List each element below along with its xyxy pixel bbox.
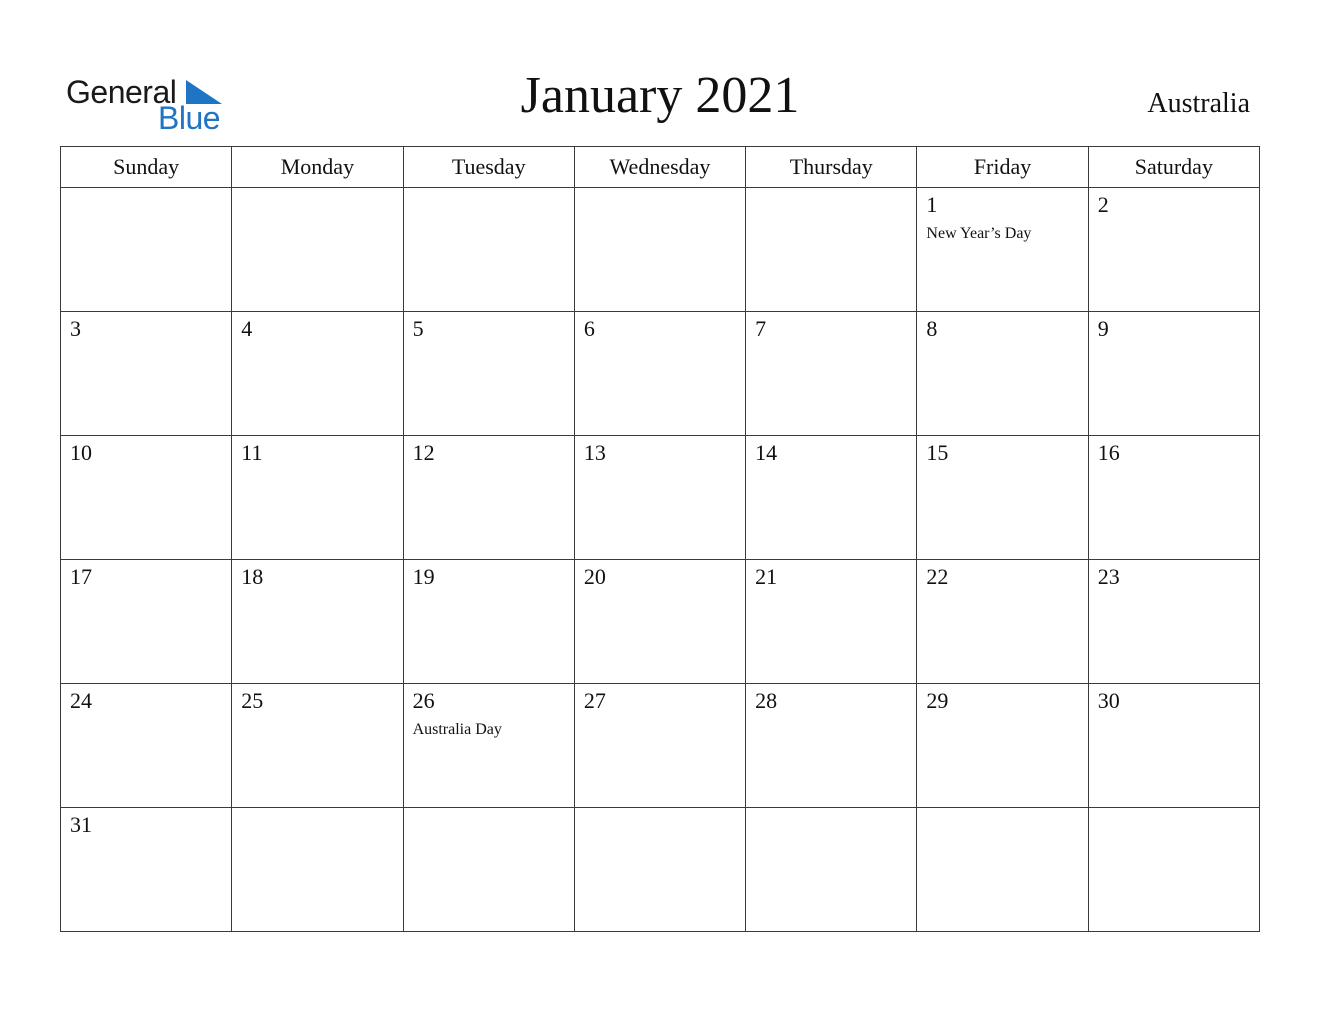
day-cell — [61, 808, 232, 932]
day-number: 20 — [583, 564, 606, 589]
day-cell — [61, 312, 232, 436]
day-number: 30 — [1097, 688, 1120, 713]
day-number — [917, 808, 1087, 812]
weekday-header: Monday — [232, 147, 403, 188]
week-row — [61, 312, 1260, 436]
day-number — [746, 188, 916, 192]
day-number: 22 — [926, 564, 949, 589]
week-row — [61, 684, 1260, 808]
day-cell — [574, 684, 745, 808]
day-number — [575, 808, 745, 812]
day-number: 6 — [583, 316, 595, 341]
day-cell — [61, 436, 232, 560]
logo-text-general: General — [66, 74, 177, 110]
weekday-header: Wednesday — [574, 147, 745, 188]
day-number: 7 — [755, 316, 767, 341]
day-number: 5 — [412, 316, 424, 341]
day-number — [575, 188, 745, 192]
day-cell — [1088, 684, 1259, 808]
day-cell — [574, 312, 745, 436]
weekday-header: Tuesday — [403, 147, 574, 188]
day-cell — [746, 560, 917, 684]
day-cell — [917, 436, 1088, 560]
week-row — [61, 188, 1260, 312]
day-cell — [746, 312, 917, 436]
day-cell — [917, 312, 1088, 436]
day-cell — [403, 436, 574, 560]
weekday-header: Thursday — [746, 147, 917, 188]
day-cell — [1088, 560, 1259, 684]
weekday-header: Sunday — [61, 147, 232, 188]
day-cell — [403, 808, 574, 932]
day-number — [61, 188, 231, 192]
day-cell — [746, 188, 917, 312]
day-cell — [746, 684, 917, 808]
day-cell — [61, 684, 232, 808]
day-number: 27 — [583, 688, 606, 713]
day-cell — [746, 436, 917, 560]
day-cell — [232, 808, 403, 932]
day-cell — [574, 436, 745, 560]
day-cell — [232, 188, 403, 312]
day-number: 26 — [412, 688, 435, 713]
day-cell — [61, 560, 232, 684]
day-number: 16 — [1097, 440, 1120, 465]
day-cell — [403, 312, 574, 436]
day-number: 28 — [755, 688, 778, 713]
day-cell — [917, 808, 1088, 932]
day-number: 25 — [241, 688, 264, 713]
day-number: 14 — [755, 440, 778, 465]
day-number: 23 — [1097, 564, 1120, 589]
day-number: 18 — [241, 564, 264, 589]
holiday-label: New Year’s Day — [926, 225, 1032, 242]
day-number: 15 — [926, 440, 949, 465]
day-cell — [1088, 188, 1259, 312]
day-number: 1 — [926, 192, 938, 217]
day-number: 29 — [926, 688, 949, 713]
day-number — [404, 808, 574, 812]
day-number: 3 — [70, 316, 81, 341]
week-row — [61, 436, 1260, 560]
weekday-header: Friday — [917, 147, 1088, 188]
week-row — [61, 808, 1260, 932]
day-number — [746, 808, 916, 812]
day-cell — [1088, 808, 1259, 932]
day-cell — [1088, 436, 1259, 560]
day-number — [232, 188, 402, 192]
day-cell — [917, 188, 1088, 312]
month-calendar-grid — [60, 146, 1260, 932]
day-number: 10 — [70, 440, 92, 465]
day-number: 24 — [70, 688, 92, 713]
day-cell — [61, 188, 232, 312]
week-row — [61, 560, 1260, 684]
weekday-header: Saturday — [1088, 147, 1259, 188]
day-cell — [746, 808, 917, 932]
day-cell — [1088, 312, 1259, 436]
day-number — [1089, 808, 1259, 812]
day-number: 19 — [412, 564, 435, 589]
day-number: 8 — [926, 316, 938, 341]
day-number: 12 — [412, 440, 435, 465]
day-cell — [232, 312, 403, 436]
day-cell — [403, 188, 574, 312]
holiday-label: Australia Day — [412, 721, 502, 738]
day-cell — [917, 560, 1088, 684]
day-cell — [232, 560, 403, 684]
day-number — [404, 188, 574, 192]
day-number: 11 — [241, 440, 263, 465]
day-cell — [403, 684, 574, 808]
day-number — [232, 808, 402, 812]
day-number: 4 — [241, 316, 253, 341]
day-number: 17 — [70, 564, 92, 589]
day-number: 21 — [755, 564, 778, 589]
day-number: 2 — [1097, 192, 1109, 217]
calendar-title: January 2021 — [520, 67, 800, 124]
calendar-body — [61, 188, 1260, 932]
day-cell — [574, 560, 745, 684]
weekday-header-row — [61, 147, 1260, 188]
logo-text-blue: Blue — [158, 100, 221, 136]
day-number: 31 — [70, 812, 92, 837]
day-cell — [403, 560, 574, 684]
day-cell — [574, 188, 745, 312]
day-cell — [232, 436, 403, 560]
day-cell — [232, 684, 403, 808]
day-number: 13 — [583, 440, 606, 465]
day-cell — [574, 808, 745, 932]
country-label: Australia — [1147, 88, 1250, 119]
day-cell — [917, 684, 1088, 808]
day-number: 9 — [1097, 316, 1109, 341]
